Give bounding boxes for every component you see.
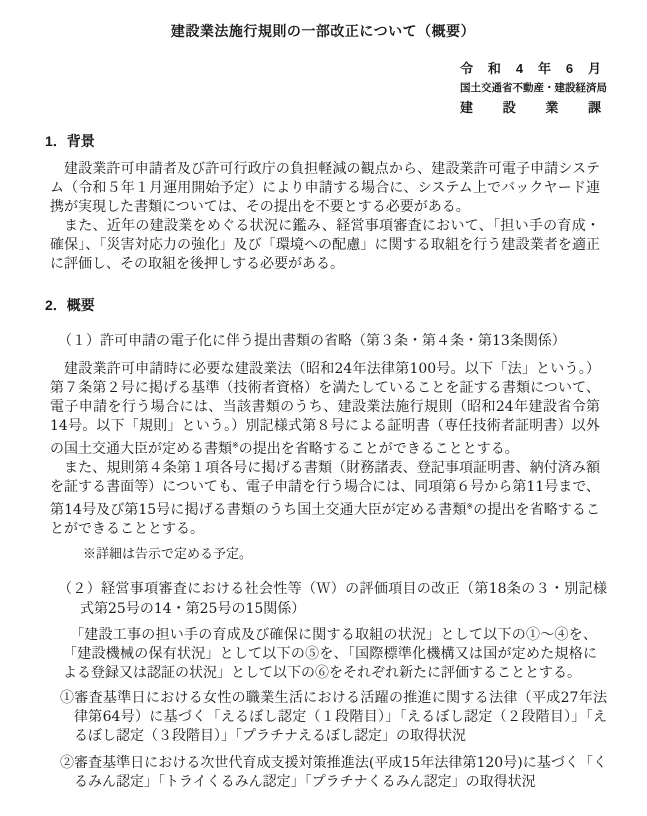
section-background-heading: 1．背景 (45, 132, 95, 149)
evaluation-item-1: ①審査基準日における女性の職業生活における活躍の推進に関する法律（平成27年法律第64号）に基づく「えるぼし認定（１段階目）」「えるぼし認定（２段階目）」「えるぼし認定（３段階目）」「プラチナえるぼし認定」の取得状況 (60, 689, 607, 744)
section-overview (45, 296, 607, 792)
subsection-1-paragraph: 建設業許可申請時に必要な建設業法（昭和24年法律第100号。以下「法」という。）第７条第２号に掲げる基準（技術者資格）を満たしていることを証する書類について、電子申請を行う場合には、当該書類のうち、建設業法施行規則（昭和24年建設省令第14号。以下「規則」という。）別記様式第８号による証明書（専任技術者証明書）以外の国土交通大臣が定める書類※の提出を省略することができることとする。 (50, 360, 600, 457)
background-paragraph: また、近年の建設業をめぐる状況に鑑み、経営事項審査において、「担い手の育成・確保」、「災害対応力の強化」及び「環境への配慮」に関する取組を行う建設業者を適正に評価し、その取組を後押しする必要がある。 (50, 217, 600, 272)
subsection-1-paragraph: また、規則第４条第１項各号に掲げる書類（財務諸表、登記事項証明書、納付済み額を証する書面等）についても、電子申請を行う場合には、同項第６号から第11号まで、第14号及び第15号に掲げる書類のうち国土交通大臣が定める書類※の提出を省略することができることとする。 (50, 459, 601, 537)
subsection-2-intro: 「建設工事の担い手の育成及び確保に関する取組の状況」として以下の①～④を、「建設機械の保有状況」として以下の⑤を、「国際標準化機構又は国が定めた規格による登録又は認証の状況」として以下の⑥をそれぞれ新たに評価することとする。 (63, 626, 597, 681)
section-background (45, 132, 601, 274)
subsection-electronic-application (45, 331, 601, 564)
evaluation-item-2: ②審査基準日における次世代育成支援対策推進法(平成15年法律第120号)に基づく「くるみん認定」「トライくるみん認定」「プラチナくるみん認定」の取得状況 (60, 754, 607, 790)
background-paragraph: 建設業許可申請者及び許可行政庁の負担軽減の観点から、建設業許可電子申請システム（令和５年１月運用開始予定）により申請する場合に、システム上でバックヤード連携が実現した書類については、その提出を不要とする必要がある。 (50, 160, 600, 215)
issuing-division: 建設業課 (460, 100, 601, 115)
issue-date: 令和4年6月 (460, 61, 601, 76)
subsection-1-heading: （１）許可申請の電子化に伴う提出書類の省略（第３条・第４条・第13条関係） (58, 332, 566, 349)
issuer-block (460, 59, 607, 118)
subsection-evaluation-items (45, 579, 607, 792)
footnote: ※詳細は告示で定める予定。 (83, 546, 253, 562)
subsection-2-heading: （２）経営事項審査における社会性等（Ｗ）の評価項目の改正（第18条の３・別記様式第25号の14・第25号の15関係） (58, 580, 607, 617)
document-title: 建設業法施行規則の一部改正について（概要） (170, 23, 476, 39)
issuing-bureau: 国土交通省不動産・建設経済局 (460, 81, 607, 94)
section-overview-heading: 2．概要 (45, 296, 95, 313)
